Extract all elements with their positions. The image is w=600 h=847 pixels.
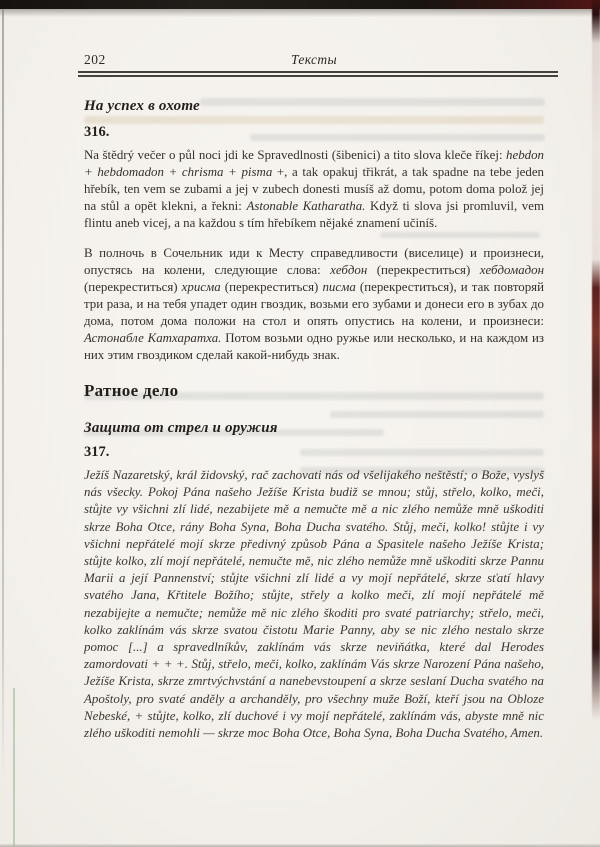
section-heading-hunting-luck: На успех в охоте bbox=[84, 98, 200, 114]
scan-edge-left-line bbox=[2, 9, 4, 779]
book-spine-edge-right bbox=[592, 0, 600, 720]
section-warfare bbox=[84, 381, 544, 742]
entry-317-text-czech: Ježíš Nazaretský, král židovský, rač zachovati nás od všelijakého neštěstí; o Bože, vyslyš nás všecky. Pokoj Pána našeho Ježíše Krista budiž se mnou; stůj, střelo, kolko, meči, stůjte vy všichni zlí lidé, nezabijete mě a nemučte mě a nic zlého nemůže mně uškoditi skrze Boha Otce, rány Boha Syna, Boha Ducha svatého. Stůj, meči, kolko! stůjte i vy všichni nepřátelé mojí skrze předivný způsob Pána a Spasitele našeho Ježíše Krista; stůjte kolko, zlí mojí nepřátelé, nemučte mě, nic zlého nemůže mně uškoditi skrze Pannu Marii a její Pannenství; stůjte všichni zlí lidé a vy mojí nepřátelé, skrze sťatí hlavy svatého Jana, Křtitele Božího; stůjte, střely a kolko meči, zlí mojí nepřátelé mě nezabijejte a nemučte; nemůže mě nic zlého škoditi pro svaté patriarchy; střelo, meči, kolko zaklínám vás skrze svatou čistotu Marie Panny, aby se nic zlého nestalo skrze pomoc [...] a spravedlníkův, zaklínám vás skrze neviňátka, které dal Herodes zamordovati + + +. Stůj, střelo, meči, kolko, zaklínám Vás skrze Narození Pána našeho, Ježíše Krista, skrze zmrtvýchvstání a nanebevstoupení a skrze seslaní Ducha svatého na Apoštoly, pro svaté anděly a archanděly, pro všechny muže Boží, kteří jsou na Obloze Nebeské, + stůjte, kolko, zlí duchové i vy mojí nepřátelé, zaklínám vás, abyste mně nic zlého uškoditi nemohli — skrze moc Boha Otce, Boha Syna, Boha Ducha Svatého, Amen. bbox=[84, 468, 544, 741]
entry-316-text-czech: Na štědrý večer o půl noci jdi ke Spravedlnosti (šibenici) a tito slova kleče říkej: hebdon + hebdomadon + chrisma + pisma +, a tak opakuj třikrát, a tak spadne na tebe jeden hřebík, ten vem se zubami a jej v zubech donesti musíš až domu, potom doma polož jej na stůl a opět klekni, a řekni: Astonable Katharatha. Když ti slova jsi promluvil, vem flintu aneb vicej, a na každou s tím hřebíkem nějaké znamení učiníš. bbox=[84, 148, 545, 230]
scan-edge-left-artifact bbox=[13, 688, 15, 847]
header-double-rule bbox=[78, 71, 558, 77]
scan-edge-top bbox=[0, 0, 600, 9]
running-title: Тексты bbox=[290, 52, 338, 67]
page-content bbox=[84, 52, 544, 742]
entry-number-316: 316. bbox=[84, 124, 110, 140]
scan-edge-top-shadow bbox=[0, 9, 600, 17]
entry-316-text-russian: В полночь в Сочельник иди к Месту справедливости (виселице) и произнеси, опустясь на колени, следующие слова: хебдон (перекреститься) хебдомадон (перекреститься) хрисма (перекреститься) писма (перекреститься), и так повторяй три раза, и на тебя упадет один гвоздик, возьми его зубами и донеси его в зубах до дома, потом дома положи на стол и опять опустись на колени, и произнеси: Астонабле Катхаратха. Потом возьми одно ружье или несколько, и на каждом из них этим гвоздиком сделай какой-нибудь знак. bbox=[84, 246, 544, 362]
page-number: 202 bbox=[84, 52, 106, 67]
entry-number-317: 317. bbox=[84, 444, 110, 460]
subsection-heading-protection: Защита от стрел и оружия bbox=[84, 420, 278, 436]
chapter-heading-warfare: Ратное дело bbox=[84, 381, 179, 400]
running-header bbox=[84, 52, 544, 68]
